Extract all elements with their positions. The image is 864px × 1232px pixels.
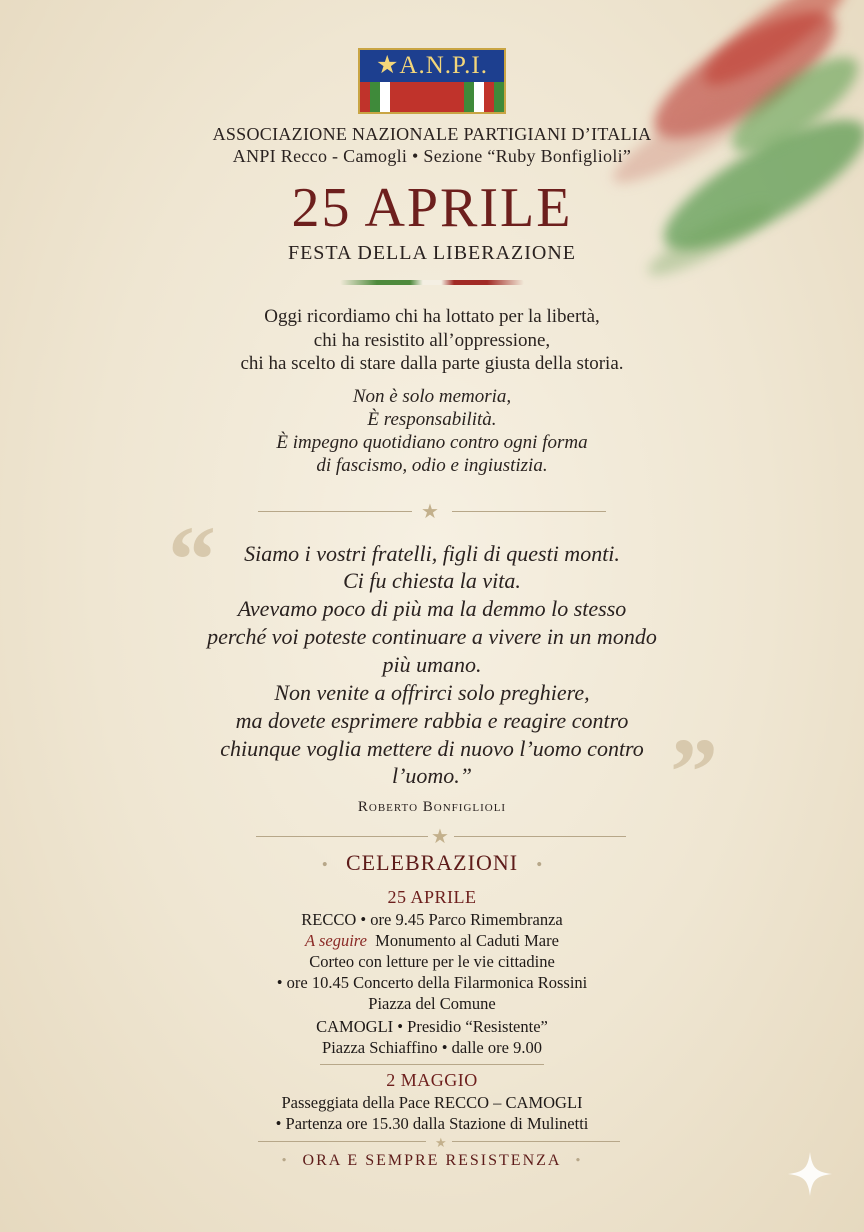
- close-quote-icon: ”: [670, 718, 718, 825]
- bullet-icon: •: [535, 857, 544, 874]
- logo-flag-bar: [360, 82, 504, 112]
- star-icon: ★: [431, 824, 449, 848]
- event-line: Piazza del Comune: [368, 994, 496, 1013]
- anpi-logo: [358, 48, 506, 114]
- intro-italic-line: Non è solo memoria,: [352, 386, 512, 407]
- event-line: Piazza Schiaffino • dalle ore 9.00: [322, 1038, 542, 1057]
- star-icon: ★: [421, 499, 439, 523]
- intro-line: chi ha resistito all’oppressione,: [313, 330, 551, 351]
- event-line: RECCO • ore 9.45 Parco Rimembranza: [301, 910, 563, 929]
- star-icon: ★: [435, 1136, 447, 1151]
- logo-text: ★A.N.P.I.: [376, 52, 488, 79]
- org-section: ANPI Recco - Camogli • Sezione “Ruby Bonfiglioli”: [232, 146, 632, 166]
- celebrations-heading: • CELEBRAZIONI •: [320, 850, 544, 875]
- quote-line: chiunque voglia mettere di nuovo l’uomo contro: [220, 736, 644, 761]
- divider-line: [320, 1064, 544, 1065]
- quote-line: ma dovete esprimere rabbia e reagire contro: [235, 708, 629, 733]
- quote-line: l’uomo.”: [391, 763, 473, 788]
- event-line: • ore 10.45 Concerto della Filarmonica Rossini: [276, 973, 588, 992]
- bullet-icon: •: [320, 857, 329, 874]
- divider-line: [452, 511, 606, 512]
- page-subtitle: FESTA DELLA LIBERAZIONE: [287, 242, 577, 264]
- quote-line: Non venite a offrirci solo preghiere,: [274, 680, 590, 705]
- divider-line: [452, 1141, 620, 1142]
- intro-italic-line: È impegno quotidiano contro ogni forma: [276, 432, 588, 453]
- sparkle-icon: [786, 1150, 834, 1198]
- event-line: Passeggiata della Pace RECCO – CAMOGLI: [281, 1093, 583, 1112]
- quote-author: Roberto Bonfiglioli: [357, 799, 507, 815]
- footer-motto: • ORA E SEMPRE RESISTENZA •: [281, 1152, 583, 1169]
- quote-line: Avevamo poco di più ma la demmo lo stesso: [237, 596, 627, 621]
- flag-divider: [340, 280, 524, 285]
- intro-line: Oggi ricordiamo chi ha lottato per la libertà,: [264, 306, 600, 327]
- quote-line: più umano.: [382, 652, 482, 677]
- page-title: 25 APRILE: [291, 177, 573, 239]
- open-quote-icon: “: [168, 506, 216, 613]
- bullet-icon: •: [575, 1153, 583, 1169]
- event-date: 25 APRILE: [387, 887, 477, 907]
- intro-line: chi ha scelto di stare dalla parte giusta della storia.: [240, 353, 624, 374]
- intro-italic-line: di fascismo, odio e ingiustizia.: [316, 455, 548, 476]
- divider-line: [258, 1141, 426, 1142]
- divider-line: [258, 511, 412, 512]
- bullet-icon: •: [281, 1153, 289, 1169]
- logo-star-icon: ★: [376, 52, 400, 79]
- divider-line: [454, 836, 626, 837]
- quote-line: Siamo i vostri fratelli, figli di questi monti.: [244, 541, 620, 566]
- intro-italic-line: È responsabilità.: [367, 409, 497, 430]
- event-line: Corteo con letture per le vie cittadine: [309, 952, 555, 971]
- org-name: ASSOCIAZIONE NAZIONALE PARTIGIANI D’ITALIA: [212, 124, 652, 144]
- event-date: 2 MAGGIO: [386, 1070, 478, 1090]
- event-line: • Partenza ore 15.30 dalla Stazione di Mulinetti: [275, 1114, 589, 1133]
- quote-line: perché voi poteste continuare a vivere in un mondo: [207, 624, 657, 649]
- quote-line: Ci fu chiesta la vita.: [343, 568, 521, 593]
- event-line: CAMOGLI • Presidio “Resistente”: [316, 1017, 548, 1036]
- event-line: A seguire Monumento al Caduti Mare: [305, 931, 559, 950]
- divider-line: [256, 836, 428, 837]
